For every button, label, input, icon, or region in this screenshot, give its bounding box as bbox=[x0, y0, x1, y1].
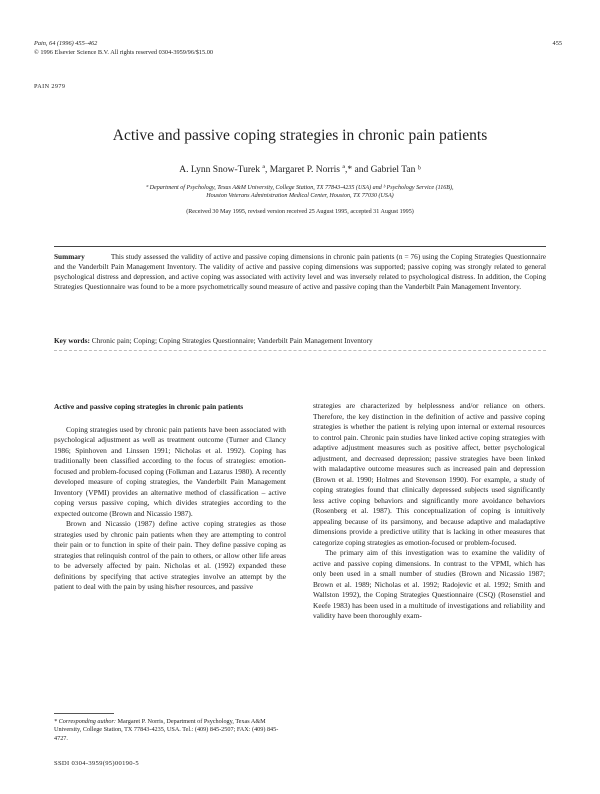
keywords-label: Key words: bbox=[54, 336, 90, 345]
footnote bbox=[54, 718, 286, 743]
summary-top-rule bbox=[54, 246, 546, 247]
article-title: Active and passive coping strategies in chronic pain patients bbox=[112, 127, 488, 144]
right-paragraph-2: The primary aim of this investigation was to examine the validity of active and passive coping dimensions. In contrast to the VPMI, which has only been used in a small number of studies (Brown and Nicassio 1987; Brown et al. 1989; Nicholas et al. 1992; Radojevic et al. 1992; Smith and Wallston 1992), the Coping Strategies Questionnaire (CSQ) (Rosenstiel and Keefe 1983) has been used in a multitude of investigations and reliability and validity have been thoroughly exam- bbox=[313, 548, 545, 620]
copyright-line: © 1996 Elsevier Science B.V. All rights reserved 0304-3959/96/$15.00 bbox=[34, 48, 214, 56]
left-paragraph-2: Brown and Nicassio (1987) define active coping strategies as those strategies used by chronic pain patients when they are attempting to control their pain or to function in spite of their pain. They define passive coping as strategies that relinquish control of the pain to others, or allow other life areas to be adversely affected by pain. Nicholas et al. (1992) expanded these definitions by specifying that active strategies involve an attempt by the patient to deal with the pain by using his/her resources, and passive bbox=[54, 519, 286, 591]
ssdi-code: SSDI 0304-3959(95)00190-5 bbox=[54, 760, 139, 767]
right-column bbox=[313, 401, 545, 622]
left-paragraph-1: Coping strategies used by chronic pain patients have been associated with psychological adjustment as well as treatment outcome (Turner and Clancy 1986; Spinhoven and Linssen 1991; Nicholas et al. 1992). Coping has traditionally been classified according to the focus of strategies: emotion-focused and problem-focused coping (Folkman and Lazarus 1980). A recently developed measure of coping strategies, the Vanderbilt Pain Management Inventory (VPMI) provides an alternative method of classification – active coping versus passive coping, which divides strategies according to the expected outcome (Brown and Nicassio 1987). bbox=[54, 424, 286, 518]
affiliation-line-1: ª Department of Psychology, Texas A&M University, College Station, TX 77843-4235 (USA) and ᵇ Psychology Service (116B), bbox=[146, 185, 454, 191]
section-heading: Active and passive coping strategies in chronic pain patients bbox=[54, 402, 244, 411]
summary-block bbox=[54, 252, 546, 292]
journal-header bbox=[34, 40, 213, 57]
article-id: PAIN 2979 bbox=[34, 83, 66, 90]
keywords-block bbox=[54, 336, 546, 345]
summary-text: This study assessed the validity of active and passive coping dimensions in chronic pain patients (n = 76) using the Coping Strategies Questionnaire and the Vanderbilt Pain Management Inventory. The validity of active and passive coping dimensions was supported; passive coping was strongly related to general psychological distress and depression, and active coping was associated with activity level and was inversely related to psychological distress. In addition, the Coping Strategies Questionnaire was found to be a more psychometrically sound measure of active and passive coping than the Vanderbilt Pain Management Inventory. bbox=[54, 252, 546, 292]
footnote-rule bbox=[54, 713, 114, 714]
keywords-text: Chronic pain; Coping; Coping Strategies Questionnaire; Vanderbilt Pain Management Inventory bbox=[91, 336, 373, 345]
journal-citation: Pain, 64 (1996) 455–462 bbox=[34, 40, 98, 47]
received-dates: (Received 30 May 1995, revised version received 25 August 1995, accepted 31 August 1995) bbox=[186, 209, 414, 215]
footnote-text: Margaret P. Norris, Department of Psychology, Texas A&M University, College Station, TX 77843-4235, USA. Tel.: (409) 845-2507; FAX: (409) 845-4727. bbox=[54, 718, 279, 742]
left-column bbox=[54, 402, 286, 593]
keywords-divider bbox=[54, 350, 546, 354]
affiliation-line-2: Houston Veterans Administration Medical Center, Houston, TX 77030 (USA) bbox=[206, 193, 394, 200]
author-list: A. Lynn Snow-Turek ª, Margaret P. Norris ª,* and Gabriel Tan ᵇ bbox=[179, 165, 421, 175]
footnote-label: * Corresponding author: bbox=[54, 718, 116, 725]
right-paragraph-1: strategies are characterized by helplessness and/or reliance on others. Therefore, the key distinction in the definition of active and passive coping strategies is whether the patient is relying upon internal or external resources to control pain. Chronic pain studies have linked active coping strategies with adaptive adjustment measures such as positive affect, better psychological adjustment, and decreased depression; passive strategies have been linked with maladaptive outcome measures such as increased pain and depression (Brown et al. 1990; Holmes and Stevenson 1990). For example, a study of coping strategies found that clinically depressed subjects used significantly less active coping behaviors and significantly more avoidance behaviors (Rosenberg et al. 1987). This conceptualization of coping is intuitively appealing because of its parsimony, and because adaptive and maladaptive dimensions provide a predictive utility that is lacking in other measures that categorize coping strategies as emotion-focused or problem-focused. bbox=[313, 401, 545, 547]
affiliations bbox=[55, 184, 545, 201]
page-number: 455 bbox=[552, 40, 562, 47]
summary-label: Summary bbox=[54, 252, 85, 261]
